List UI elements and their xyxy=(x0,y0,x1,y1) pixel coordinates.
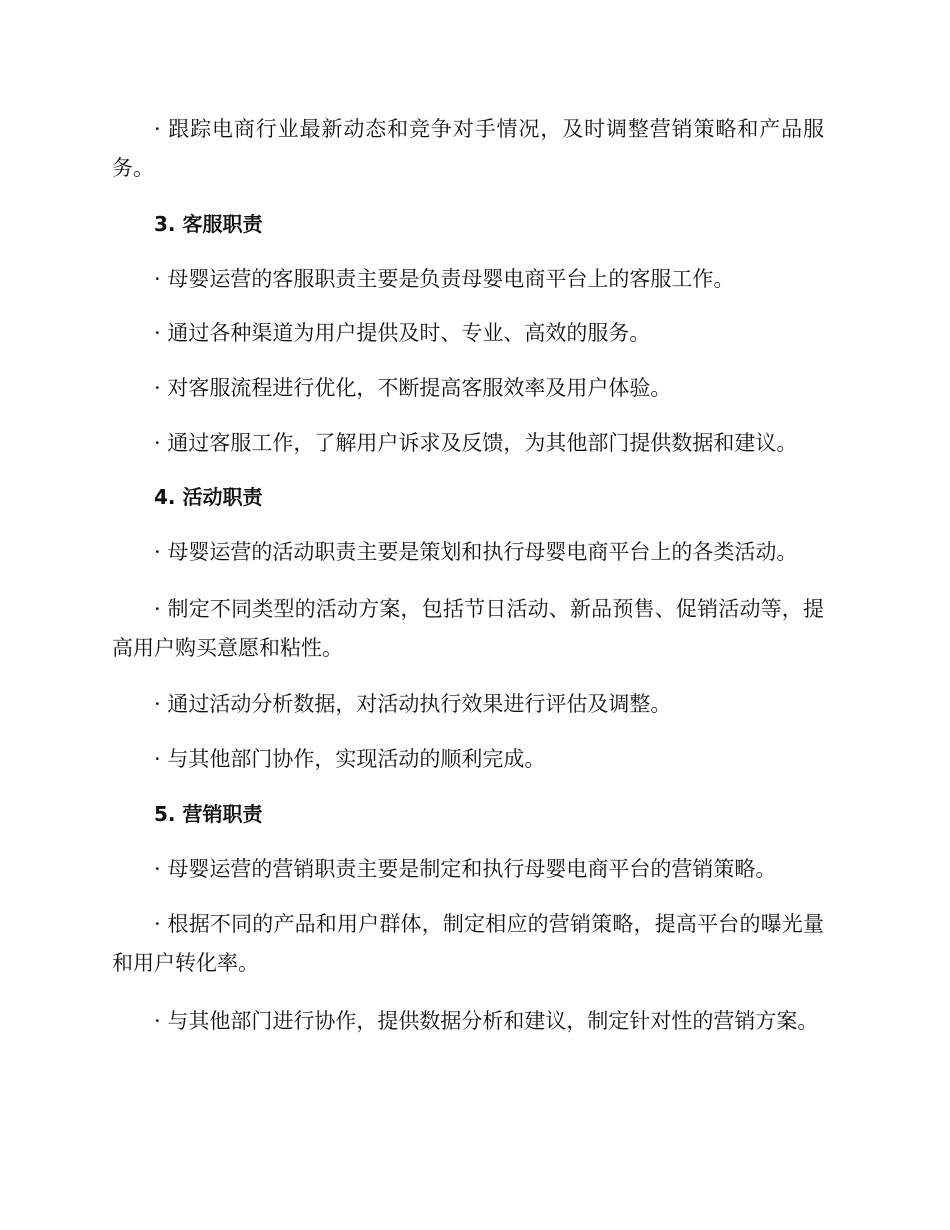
heading-customer-service: 3. 客服职责 xyxy=(154,212,263,236)
paragraph-marketing-main: · 母婴运营的营销职责主要是制定和执行母婴电商平台的营销策略。 xyxy=(154,857,777,881)
paragraph-cs-channels: · 通过各种渠道为用户提供及时、专业、高效的服务。 xyxy=(154,321,651,345)
paragraph-cs-main: · 母婴运营的客服职责主要是负责母婴电商平台上的客服工作。 xyxy=(154,267,735,291)
paragraph-activity-collab: · 与其他部门协作，实现活动的顺利完成。 xyxy=(154,747,546,771)
paragraph-trend-tracking: · 跟踪电商行业最新动态和竞争对手情况，及时调整营销策略和产品服务。 xyxy=(112,117,824,180)
paragraph-marketing-strategy: · 根据不同的产品和用户群体，制定相应的营销策略，提高平台的曝光量和用户转化率。 xyxy=(112,912,824,975)
heading-marketing: 5. 营销职责 xyxy=(154,802,263,826)
paragraph-marketing-collab: · 与其他部门进行协作，提供数据分析和建议，制定针对性的营销方案。 xyxy=(154,1009,819,1033)
heading-activities: 4. 活动职责 xyxy=(154,485,263,509)
paragraph-activity-main: · 母婴运营的活动职责主要是策划和执行母婴电商平台上的各类活动。 xyxy=(154,540,798,564)
paragraph-activity-plans: · 制定不同类型的活动方案，包括节日活动、新品预售、促销活动等，提高用户购买意愿和粘性。 xyxy=(112,597,824,660)
paragraph-activity-analysis: · 通过活动分析数据，对活动执行效果进行评估及调整。 xyxy=(154,692,672,716)
paragraph-cs-feedback: · 通过客服工作，了解用户诉求及反馈，为其他部门提供数据和建议。 xyxy=(154,431,798,455)
paragraph-cs-process: · 对客服流程进行优化，不断提高客服效率及用户体验。 xyxy=(154,376,672,400)
